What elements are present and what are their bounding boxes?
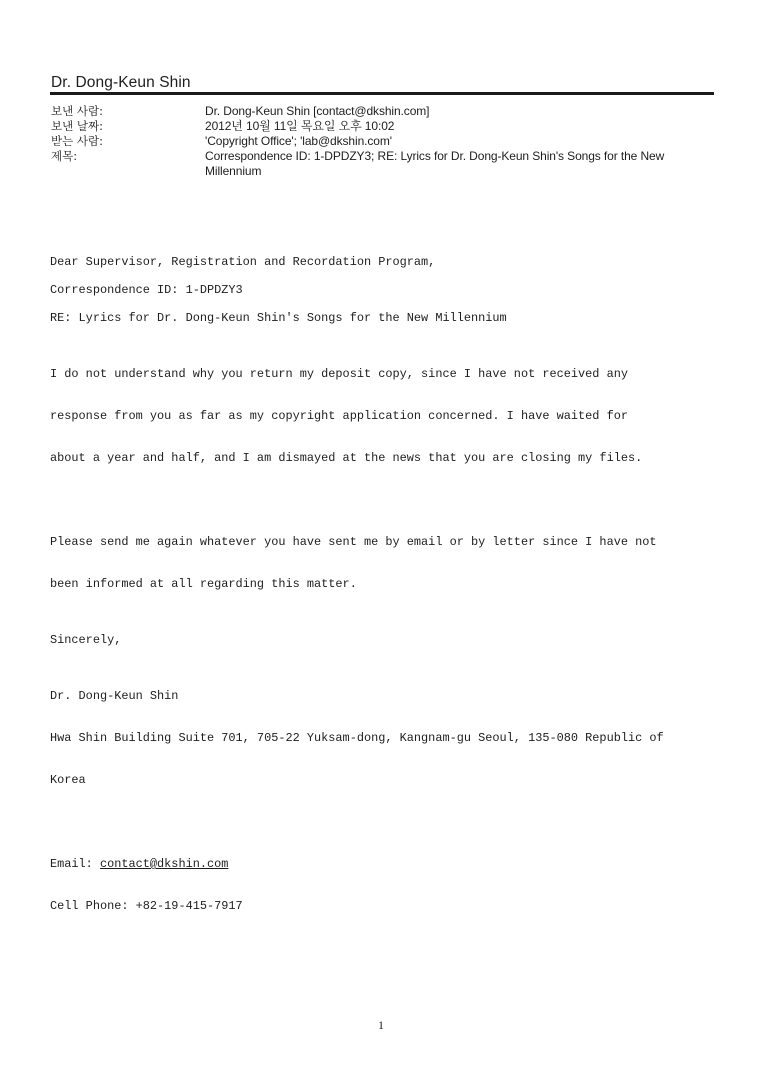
email-label: Email: (50, 857, 100, 871)
meta-row-subject-cont (51, 164, 711, 179)
paragraph-1-line: response from you as far as my copyright application concerned. I have waited for (50, 409, 628, 423)
meta-row-subject (51, 149, 711, 164)
address-line: Korea (50, 773, 86, 787)
correspondence-id-line: Correspondence ID: 1-DPDZY3 (50, 283, 243, 297)
from-value: Dr. Dong-Keun Shin [contact@dkshin.com] (205, 104, 430, 118)
email-line (50, 857, 730, 871)
subject-value: Correspondence ID: 1-DPDZY3; RE: Lyrics for Dr. Dong-Keun Shin's Songs for the New (205, 149, 665, 163)
closing: Sincerely, (50, 633, 122, 647)
email-metadata (51, 104, 711, 179)
to-value: 'Copyright Office'; 'lab@dkshin.com' (205, 134, 392, 148)
subject-cont-label (51, 164, 205, 179)
date-label: 보낸 날짜: (51, 119, 103, 133)
header-divider (50, 92, 714, 95)
paragraph-1-line: I do not understand why you return my deposit copy, since I have not received any (50, 367, 628, 381)
subject-label: 제목: (51, 149, 78, 163)
date-value: 2012년 10월 11일 목요일 오후 10:02 (205, 119, 395, 133)
salutation: Dear Supervisor, Registration and Recordation Program, (50, 255, 436, 269)
address-line: Hwa Shin Building Suite 701, 705-22 Yuksam-dong, Kangnam-gu Seoul, 135-080 Republic of (50, 731, 664, 745)
subject-cont-value: Millennium (205, 164, 262, 178)
meta-row-date (51, 119, 711, 134)
paragraph-2 (50, 507, 730, 619)
email-body (50, 255, 730, 955)
meta-row-to (51, 134, 711, 149)
paragraph-1-line: about a year and half, and I am dismayed at the news that you are closing my files. (50, 451, 643, 465)
paragraph-2-line: Please send me again whatever you have sent me by email or by letter since I have not (50, 535, 657, 549)
email-link[interactable]: contact@dkshin.com (99, 857, 229, 871)
signature-name: Dr. Dong-Keun Shin (50, 689, 179, 703)
meta-row-from (51, 104, 711, 119)
paragraph-2-line: been informed at all regarding this matter. (50, 577, 357, 591)
from-label: 보낸 사람: (51, 104, 103, 118)
contact-block (50, 829, 730, 941)
email-sender-title: Dr. Dong-Keun Shin (51, 74, 191, 91)
to-label: 받는 사람: (51, 134, 103, 148)
signature-block (50, 661, 730, 815)
paragraph-1 (50, 339, 730, 493)
phone-line: Cell Phone: +82-19-415-7917 (50, 899, 243, 913)
re-line: RE: Lyrics for Dr. Dong-Keun Shin's Songs for the New Millennium (50, 311, 507, 325)
page-number: 1 (378, 1018, 384, 1032)
